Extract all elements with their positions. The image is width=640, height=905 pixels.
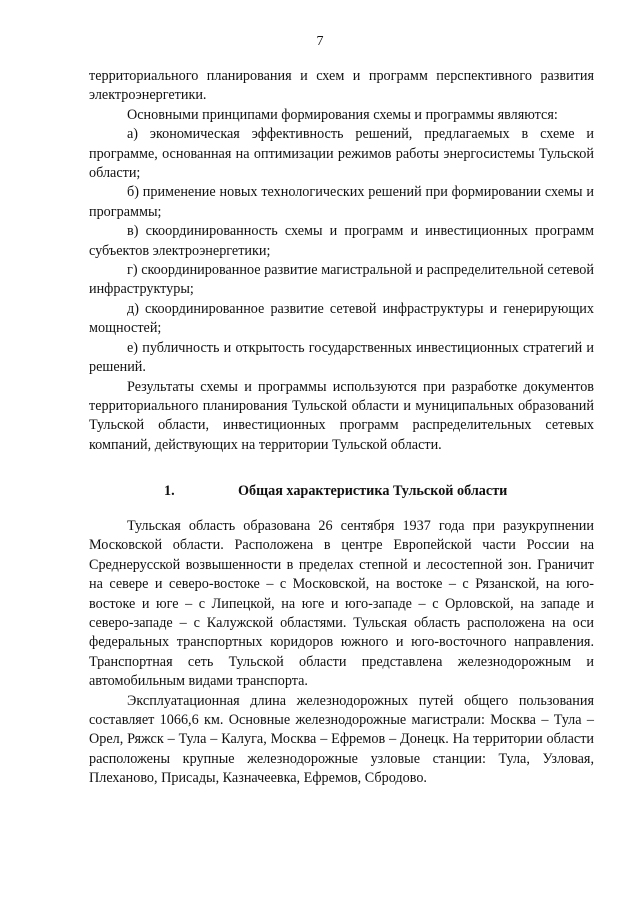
list-item-a: а) экономическая эффективность решений, предлагаемых в схеме и программе, основанная на оптимизации режимов работы энергосистемы Тульской области; — [89, 126, 594, 182]
list-item-d: д) скоординированное развитие сетевой инфраструктуры и генерирующих мощностей; — [89, 300, 594, 337]
paragraph-principles-intro: Основными принципами формирования схемы и программы являются: — [127, 106, 558, 123]
list-item-g: г) скоординированное развитие магистральной и распределительной сетевой инфраструктуры; — [89, 262, 594, 298]
list-item-e: е) публичность и открытость государственных инвестиционных стратегий и решений. — [89, 339, 594, 376]
paragraph-continuation: территориального планирования и схем и программ перспективного развития электроэнергетики. — [89, 68, 594, 104]
paragraph-region-overview: Тульская область образована 26 сентября 1937 года при разукрупнении Московской области. Расположена в центре Европейской части России на Среднерусской возвышенности в пределах степной и лесостепной зон. Граничит на севере и северо-востоке – с Московской, на востоке – с Рязанской, на юго-востоке и юге – с Липецкой, на юге и юго-западе – с Орловской, на западе и северо-западе – с Калужской областями. Тульская область расположена на оси федеральных транспортных коридоров южного и юго-восточного направления. Транспортная сеть Тульской области представлена железнодорожным и автомобильным видами транспорта. — [89, 518, 594, 690]
page-number: 7 — [316, 34, 324, 49]
section-heading — [89, 483, 594, 503]
list-item-v: в) скоординированность схемы и программ и инвестиционных программ субъектов электроэнергетики; — [89, 223, 594, 259]
paragraph-railways: Эксплуатационная длина железнодорожных путей общего пользования составляет 1066,6 км. Основные железнодорожные магистрали: Москва – Тула – Орел, Ряжск – Тула – Калуга, Москва – Ефремов – Донецк. На территории области расположены крупные железнодорожные узловые станции: Тула, Узловая, Плеханово, Присады, Казначеевка, Ефремов, Сбродово. — [89, 692, 594, 787]
list-item-b: б) применение новых технологических решений при формировании схемы и программы; — [89, 184, 594, 220]
section-number: 1. — [164, 483, 175, 499]
section-text-block — [89, 517, 594, 789]
section-title: Общая характеристика Тульской области — [238, 483, 508, 499]
intro-text-block — [89, 67, 594, 455]
paragraph-results: Результаты схемы и программы используются при разработке документов территориального планирования Тульской области и муниципальных образований Тульской области, инвестиционных программ распределительных сетевых компаний, действующих на территории Тульской области. — [89, 378, 594, 453]
